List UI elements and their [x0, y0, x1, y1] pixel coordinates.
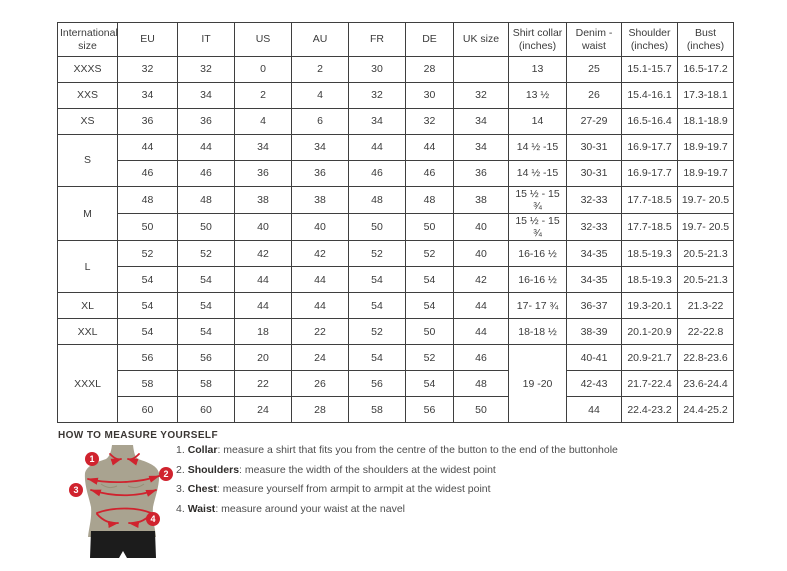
table-cell: 54 [118, 293, 178, 319]
table-cell: 32 [349, 83, 406, 109]
table-cell: 34 [454, 135, 509, 161]
table-cell: 36 [178, 109, 235, 135]
table-cell: 26 [292, 371, 349, 397]
table-cell: 52 [349, 241, 406, 267]
table-cell: 32-33 [567, 214, 622, 241]
column-header: Shirt collar (inches) [509, 23, 567, 57]
table-cell: 54 [349, 293, 406, 319]
table-cell: 48 [406, 187, 454, 214]
table-cell: 48 [118, 187, 178, 214]
table-cell: XS [58, 109, 118, 135]
table-cell: 38 [235, 187, 292, 214]
table-cell: 17.3-18.1 [678, 83, 734, 109]
table-row [58, 345, 734, 371]
column-header: UK size [454, 23, 509, 57]
table-cell: 27-29 [567, 109, 622, 135]
table-cell: 15 ½ - 15 ¾ [509, 214, 567, 241]
table-cell: 46 [349, 161, 406, 187]
table-cell: 18-18 ½ [509, 319, 567, 345]
table-cell: 24 [235, 397, 292, 423]
table-cell: 46 [118, 161, 178, 187]
column-header: Bust (inches) [678, 23, 734, 57]
table-cell: 40 [454, 241, 509, 267]
table-cell: 34-35 [567, 267, 622, 293]
figure-marker-3 [69, 483, 83, 497]
table-cell: 54 [178, 267, 235, 293]
table-cell: 34 [349, 109, 406, 135]
table-cell: 32 [406, 109, 454, 135]
table-cell: 44 [349, 135, 406, 161]
table-cell: 52 [349, 319, 406, 345]
table-cell: 54 [349, 345, 406, 371]
table-cell: 50 [454, 397, 509, 423]
svg-text:4: 4 [150, 514, 156, 525]
table-row [58, 319, 734, 345]
table-cell: 34 [292, 135, 349, 161]
table-cell: 44 [454, 293, 509, 319]
table-cell: 36-37 [567, 293, 622, 319]
table-cell: 16-16 ½ [509, 241, 567, 267]
table-cell: 44 [118, 135, 178, 161]
figure-marker-1 [85, 452, 99, 466]
column-header: AU [292, 23, 349, 57]
table-cell: 20.9-21.7 [622, 345, 678, 371]
table-cell: 42 [235, 241, 292, 267]
column-header: FR [349, 23, 406, 57]
table-cell: 44 [235, 267, 292, 293]
table-cell: 28 [406, 57, 454, 83]
table-row [58, 135, 734, 161]
table-cell: 24.4-25.2 [678, 397, 734, 423]
table-cell: 14 ½ -15 [509, 161, 567, 187]
table-cell: 2 [235, 83, 292, 109]
step-label: Collar [187, 444, 218, 456]
table-cell: 20.1-20.9 [622, 319, 678, 345]
table-row [58, 293, 734, 319]
table-cell: 42-43 [567, 371, 622, 397]
table-cell: 56 [178, 345, 235, 371]
table-cell: 30-31 [567, 161, 622, 187]
table-cell: XL [58, 293, 118, 319]
table-cell: 32 [178, 57, 235, 83]
table-cell: 30-31 [567, 135, 622, 161]
table-cell: 30 [349, 57, 406, 83]
table-cell: 44 [292, 267, 349, 293]
table-cell: 50 [118, 214, 178, 241]
table-cell: 34-35 [567, 241, 622, 267]
table-cell: 44 [406, 135, 454, 161]
table-cell: 52 [406, 241, 454, 267]
table-cell: 44 [235, 293, 292, 319]
table-row [58, 57, 734, 83]
table-cell: 4 [235, 109, 292, 135]
table-cell: 18.5-19.3 [622, 267, 678, 293]
table-cell: 46 [178, 161, 235, 187]
table-cell: 60 [118, 397, 178, 423]
table-cell: 50 [406, 214, 454, 241]
header-row [58, 23, 734, 57]
table-cell: 22 [292, 319, 349, 345]
step-number: 1. [176, 444, 188, 456]
table-cell: 22 [235, 371, 292, 397]
table-cell: 58 [118, 371, 178, 397]
table-cell: 25 [567, 57, 622, 83]
table-cell: 40 [292, 214, 349, 241]
step-label: Chest [187, 483, 217, 495]
measure-step [176, 444, 736, 457]
size-chart-table [57, 22, 734, 423]
table-cell: XXXS [58, 57, 118, 83]
table-cell: 54 [118, 319, 178, 345]
table-cell: 19.3-20.1 [622, 293, 678, 319]
table-cell: 30 [406, 83, 454, 109]
table-cell: 23.6-24.4 [678, 371, 734, 397]
table-row [58, 187, 734, 214]
table-cell: 28 [292, 397, 349, 423]
table-cell: 18.9-19.7 [678, 161, 734, 187]
table-cell [454, 57, 509, 83]
table-cell: 50 [349, 214, 406, 241]
table-cell: 54 [349, 267, 406, 293]
table-cell: 13 ½ [509, 83, 567, 109]
table-cell: 4 [292, 83, 349, 109]
body-measurement-figure [57, 445, 187, 566]
table-cell: 36 [292, 161, 349, 187]
column-header: International size [58, 23, 118, 57]
table-cell: 38 [454, 187, 509, 214]
table-cell: 15.4-16.1 [622, 83, 678, 109]
size-chart-header [58, 23, 734, 57]
table-cell: 56 [406, 397, 454, 423]
table-cell: 24 [292, 345, 349, 371]
table-cell: 16.5-16.4 [622, 109, 678, 135]
table-cell: XXS [58, 83, 118, 109]
table-cell: 13 [509, 57, 567, 83]
table-row [58, 83, 734, 109]
table-cell: 46 [406, 161, 454, 187]
table-cell: 26 [567, 83, 622, 109]
table-row [58, 267, 734, 293]
table-cell: 56 [118, 345, 178, 371]
step-text: : measure around your waist at the navel [215, 502, 405, 515]
table-cell: 22-22.8 [678, 319, 734, 345]
table-cell: 48 [178, 187, 235, 214]
table-cell: 52 [118, 241, 178, 267]
column-header: IT [178, 23, 235, 57]
step-text: : measure a shirt that fits you from the centre of the button to the end of the buttonhole [217, 444, 618, 456]
table-cell: 46 [454, 345, 509, 371]
step-number: 3. [176, 483, 188, 495]
column-header: Shoulder (inches) [622, 23, 678, 57]
table-cell: 21.7-22.4 [622, 371, 678, 397]
table-cell: 40 [235, 214, 292, 241]
table-cell: 15 ½ - 15 ¾ [509, 187, 567, 214]
table-cell: 60 [178, 397, 235, 423]
table-cell: 20.5-21.3 [678, 267, 734, 293]
table-cell: 18.9-19.7 [678, 135, 734, 161]
measure-steps [176, 444, 736, 522]
table-cell: 18 [235, 319, 292, 345]
table-cell: 54 [178, 293, 235, 319]
table-cell: 44 [178, 135, 235, 161]
table-cell: 14 ½ -15 [509, 135, 567, 161]
table-cell: 40-41 [567, 345, 622, 371]
table-cell: 58 [178, 371, 235, 397]
table-cell: 14 [509, 109, 567, 135]
table-cell: 32-33 [567, 187, 622, 214]
step-number: 2. [176, 463, 188, 476]
table-row [58, 241, 734, 267]
table-cell: 54 [406, 293, 454, 319]
table-cell: 42 [454, 267, 509, 293]
step-text: : measure the width of the shoulders at the widest point [239, 463, 496, 476]
table-cell: 16.9-17.7 [622, 135, 678, 161]
table-cell: 34 [235, 135, 292, 161]
table-row [58, 109, 734, 135]
table-cell: 52 [406, 345, 454, 371]
table-cell: L [58, 241, 118, 293]
table-cell: 50 [406, 319, 454, 345]
step-label: Waist [187, 502, 216, 515]
svg-text:3: 3 [73, 485, 79, 496]
size-chart-body [58, 57, 734, 423]
table-row [58, 214, 734, 241]
table-cell: 16-16 ½ [509, 267, 567, 293]
table-cell: 34 [454, 109, 509, 135]
table-cell: 21.3-22 [678, 293, 734, 319]
table-cell: 58 [349, 397, 406, 423]
table-cell: 0 [235, 57, 292, 83]
table-cell: 32 [454, 83, 509, 109]
table-cell: 54 [406, 371, 454, 397]
table-cell: 48 [349, 187, 406, 214]
table-cell: 19.7- 20.5 [678, 187, 734, 214]
table-cell: S [58, 135, 118, 187]
measure-heading: HOW TO MEASURE YOURSELF [58, 430, 218, 441]
step-text: : measure yourself from armpit to armpit at the widest point [216, 483, 491, 495]
table-cell: 54 [178, 319, 235, 345]
figure-marker-2 [159, 467, 173, 481]
mannequin-shorts [90, 531, 156, 558]
table-cell: XXXL [58, 345, 118, 423]
table-row [58, 161, 734, 187]
table-cell: XXL [58, 319, 118, 345]
table-cell: 44 [454, 319, 509, 345]
table-cell: 54 [118, 267, 178, 293]
table-cell: 19.7- 20.5 [678, 214, 734, 241]
column-header: US [235, 23, 292, 57]
svg-text:1: 1 [89, 454, 95, 465]
table-cell: 17- 17 ¾ [509, 293, 567, 319]
column-header: EU [118, 23, 178, 57]
table-cell: 54 [406, 267, 454, 293]
table-row [58, 371, 734, 397]
table-cell: 22.8-23.6 [678, 345, 734, 371]
table-cell: 50 [178, 214, 235, 241]
table-cell: 36 [235, 161, 292, 187]
column-header: Denim - waist [567, 23, 622, 57]
measure-step [176, 464, 736, 477]
table-cell: 18.1-18.9 [678, 109, 734, 135]
table-cell: 32 [118, 57, 178, 83]
table-cell: 16.5-17.2 [678, 57, 734, 83]
table-cell: 44 [567, 397, 622, 423]
table-cell: 44 [292, 293, 349, 319]
column-header: DE [406, 23, 454, 57]
measure-step [176, 503, 736, 516]
table-cell: 15.1-15.7 [622, 57, 678, 83]
table-cell: 38-39 [567, 319, 622, 345]
table-cell: 48 [454, 371, 509, 397]
table-cell: 38 [292, 187, 349, 214]
table-cell: 40 [454, 214, 509, 241]
table-cell: 52 [178, 241, 235, 267]
table-cell: 16.9-17.7 [622, 161, 678, 187]
measure-step [176, 483, 736, 496]
table-cell: 56 [349, 371, 406, 397]
table-cell: 6 [292, 109, 349, 135]
table-cell: 2 [292, 57, 349, 83]
table-cell: 20.5-21.3 [678, 241, 734, 267]
table-cell: 22.4-23.2 [622, 397, 678, 423]
table-cell: M [58, 187, 118, 241]
table-cell: 17.7-18.5 [622, 214, 678, 241]
table-row [58, 397, 734, 423]
step-number: 4. [176, 502, 188, 515]
table-cell: 17.7-18.5 [622, 187, 678, 214]
table-cell: 36 [118, 109, 178, 135]
table-cell: 19 -20 [509, 345, 567, 423]
table-cell: 34 [118, 83, 178, 109]
step-label: Shoulders [187, 463, 240, 476]
table-cell: 18.5-19.3 [622, 241, 678, 267]
table-cell: 20 [235, 345, 292, 371]
figure-marker-4 [146, 512, 160, 526]
table-cell: 34 [178, 83, 235, 109]
svg-text:2: 2 [163, 469, 169, 480]
table-cell: 36 [454, 161, 509, 187]
table-cell: 42 [292, 241, 349, 267]
